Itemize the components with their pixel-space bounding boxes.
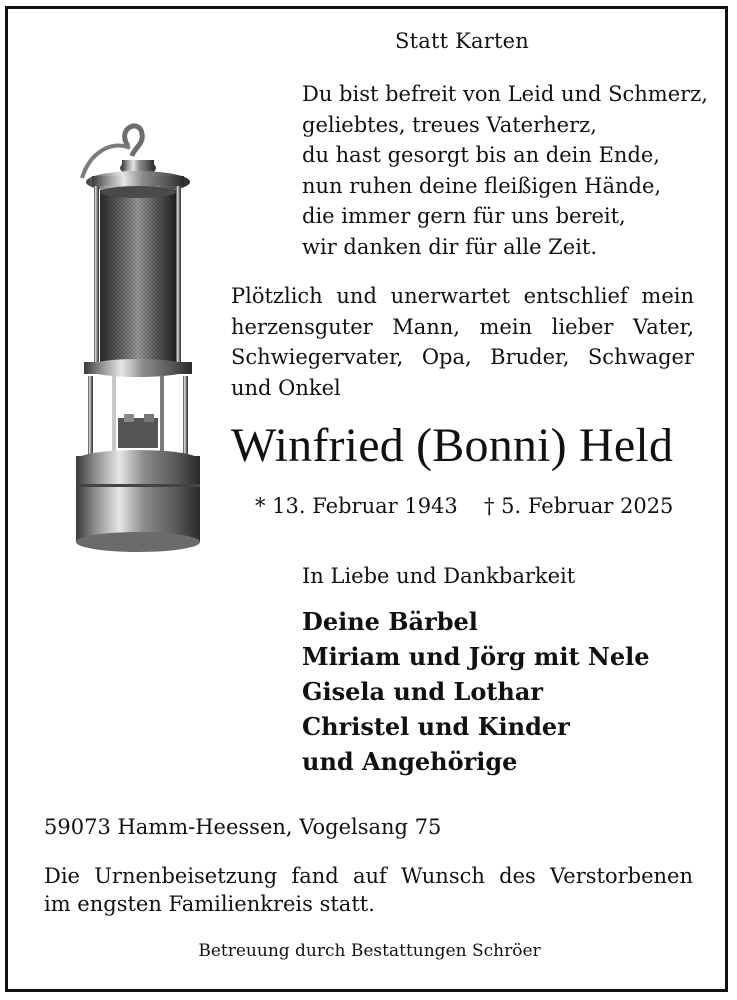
announcement-line: Plötzlich und unerwartet entschlief mein bbox=[231, 284, 694, 308]
poem-line: die immer gern für uns bereit, bbox=[302, 204, 626, 228]
birth-date: * 13. Februar 1943 bbox=[255, 494, 458, 518]
poem-line: wir danken dir für alle Zeit. bbox=[302, 234, 598, 259]
poem-line: geliebtes, treues Vaterherz, bbox=[302, 112, 597, 137]
burial-note bbox=[44, 862, 693, 918]
poem-line: nun ruhen deine fleißigen Hände, bbox=[302, 173, 662, 198]
mourners-list bbox=[302, 604, 649, 779]
poem bbox=[302, 79, 708, 262]
announcement-line: und Onkel bbox=[231, 375, 341, 400]
announcement-line: Schwiegervater, Opa, Bruder, Schwager bbox=[231, 345, 694, 369]
poem-line: du hast gesorgt bis an dein Ende, bbox=[302, 143, 660, 167]
mourner-name: Christel und Kinder bbox=[302, 712, 570, 741]
mourner-name: Miriam und Jörg mit Nele bbox=[302, 642, 650, 671]
mourner-name: und Angehörige bbox=[302, 747, 518, 776]
header-title: Statt Karten bbox=[395, 29, 529, 53]
announcement-text bbox=[231, 281, 694, 403]
death-date: † 5. Februar 2025 bbox=[484, 494, 674, 518]
mourners-intro: In Liebe und Dankbarkeit bbox=[302, 564, 576, 588]
burial-line: Die Urnenbeisetzung fand auf Wunsch des Verstorbenen bbox=[44, 864, 693, 888]
mourner-name: Deine Bärbel bbox=[302, 607, 478, 636]
mourner-name: Gisela und Lothar bbox=[302, 677, 544, 706]
miners-lamp-icon bbox=[68, 118, 208, 568]
funeral-service: Betreuung durch Bestattungen Schröer bbox=[198, 941, 541, 961]
burial-line: im engsten Familienkreis statt. bbox=[44, 892, 375, 916]
deceased-name: Winfried (Bonni) Held bbox=[231, 419, 674, 472]
address: 59073 Hamm-Heessen, Vogelsang 75 bbox=[44, 815, 442, 839]
announcement-line: herzensguter Mann, mein lieber Vater, bbox=[231, 314, 694, 339]
poem-line: Du bist befreit von Leid und Schmerz, bbox=[302, 82, 708, 106]
